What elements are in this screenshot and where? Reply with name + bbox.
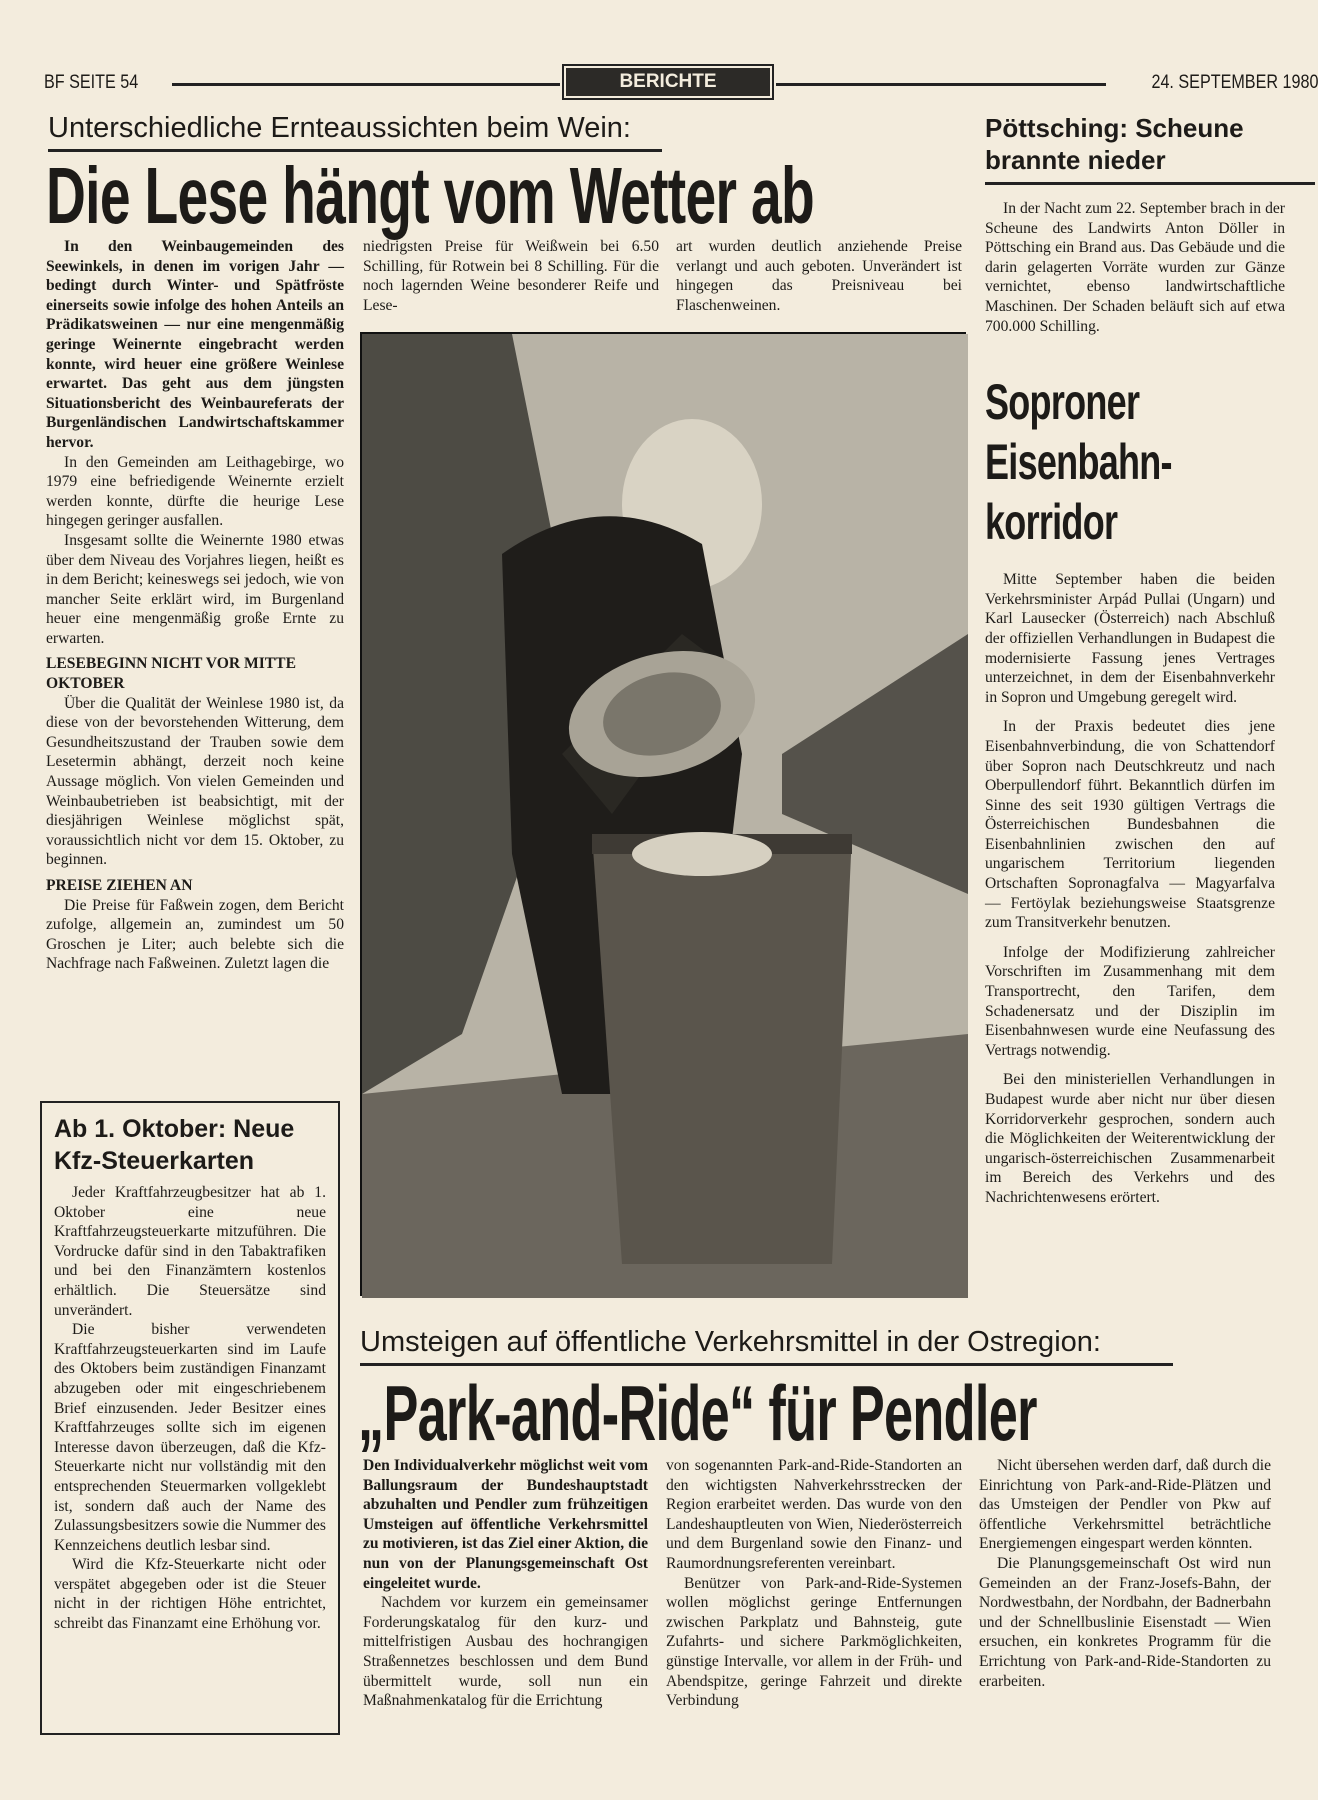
paragraph: Infolge der Modifizierung zahlreicher Vorschriften im Zusammenhang mit dem Transportrecht, den Tarifen, dem Schadenersatz und der Disziplin im Eisenbahnwesen wurde eine Neufassung des Vertrags notwendig.: [985, 943, 1275, 1059]
article-column-3: [979, 1456, 1271, 1691]
page-header: [44, 70, 1318, 98]
info-box: [40, 1101, 340, 1735]
article-lead: In den Weinbaugemeinden des Seewinkels, in denen im vorigen Jahr — bedingt durch Winter- und Spätfröste einerseits sowie infolge des hohen Anteils an Prädikatsweinen — nur eine mengenmäßig geringe Weinernte eingebracht werden konnte, wird heuer eine größere Weinlese erwartet. Das geht aus dem jüngsten Situationsbericht des Weinbaureferats der Burgenländischen Landwirtschaftskammer hervor.: [46, 238, 344, 451]
paragraph: niedrigsten Preise für Weißwein bei 6.50 Schilling, für Rotwein bei 8 Schilling. Für die noch lagernden Weine besonderer Reife und Lese-: [363, 238, 659, 314]
article-column-1: [46, 237, 344, 974]
article-headline: Die Lese hängt vom Wetter ab: [46, 151, 814, 240]
article-headline: „Park-and-Ride“ für Pendler: [358, 1369, 1037, 1457]
header-rule: [172, 83, 560, 86]
photo-illustration: [362, 334, 968, 1298]
paragraph: Insgesamt sollte die Weinernte 1980 etwas über dem Niveau des Vorjahres liegen, heißt es in dem Bericht; keineswegs sei jedoch, wie von mancher Seite erklärt wird, im Burgenland heuer eine mengenmäßig große Ernte zu erwarten.: [46, 531, 344, 647]
paragraph: Benützer von Park-and-Ride-Systemen wollen möglichst geringe Entfernungen zwischen Parkplatz und Bahnsteig, gute Zufahrts- und sichere Parkmöglichkeiten, günstige Intervalle, vor allem in der Früh- und Abendspitze, geringe Fahrzeit und direkte Verbindung: [666, 1574, 962, 1710]
paragraph: Über die Qualität der Weinlese 1980 ist, da diese von der bevorstehenden Witterung, dem Gesundheitszustand der Trauben sowie dem Lesetermin abhängt, derzeit noch keine Aussage möglich. Von vielen Gemeinden und Weinbaubetrieben ist beabsichtigt, mit der diesjährigen Weinlese möglichst spät, voraussichtlich nicht vor dem 15. Oktober, zu beginnen.: [46, 694, 344, 869]
paragraph: art wurden deutlich anziehende Preise verlangt und auch geboten. Unverändert ist hingegen das Preisniveau bei Flaschenweinen.: [676, 238, 962, 314]
article-column-3: [676, 237, 962, 315]
article-kicker: Unterschiedliche Ernteaussichten beim Wein:: [48, 112, 662, 152]
article-kicker: Umsteigen auf öffentliche Verkehrsmittel in der Ostregion:: [360, 1326, 1173, 1366]
section-label: BERICHTE: [562, 64, 774, 100]
article-column-1: [363, 1456, 648, 1711]
paragraph: Die Planungsgemeinschaft Ost wird nun Gemeinden an der Franz-Josefs-Bahn, der Nordwestbahn, der Nordbahn, der Badnerbahn und der Schnellbuslinie Eisenstadt — Wien ersuchen, ein konkretes Programm für die Errichtung von Park-and-Ride-Standorten zu erarbeiten.: [979, 1554, 1271, 1690]
vineyard-photo: [360, 332, 966, 1296]
paragraph: Nachdem vor kurzem ein gemeinsamer Forderungskatalog für den kurz- und mittelfristigen Ausbau des hochrangigen Straßennetzes beschlossen und dem Bund übermittelt wurde, soll nun ein Maßnahmenkatalog für die Errichtung: [363, 1594, 648, 1710]
subheading: PREISE ZIEHEN AN: [46, 877, 193, 894]
article-column-2: [666, 1456, 962, 1711]
paragraph: In den Gemeinden am Leithagebirge, wo 1979 eine befriedigende Weinernte erzielt werden konnte, dürfte die heurige Lese hingegen geringer ausfallen.: [46, 453, 344, 530]
paragraph: Bei den ministeriellen Verhandlungen in Budapest wurde aber nicht nur über diesen Korridorverkehr gesprochen, sondern auch die Möglichkeiten der Weiterentwicklung der ungarisch-österreichischen Zusammenarbeit im Bereich des Verkehrs und des Nachrichtenwesens erörtert.: [985, 1071, 1275, 1206]
sidebar-headline-2: Soproner Eisenbahn- korridor: [985, 374, 1172, 551]
subheading: LESEBEGINN NICHT VOR MITTE OKTOBER: [46, 655, 296, 693]
sidebar-headline: Pöttsching: Scheune brannte nieder: [985, 112, 1315, 185]
box-title: Ab 1. Oktober: Neue Kfz-Steuerkarten: [54, 1115, 295, 1175]
sidebar-column: [985, 112, 1288, 1302]
paragraph: Wird die Kfz-Steuerkarte nicht oder verspätet abgegeben oder ist die Steuer nicht in der richtigen Höhe entrichtet, schreibt das Finanzamt eine Erhöhung vor.: [54, 1556, 326, 1633]
issue-date: 24. SEPTEMBER 1980: [1151, 72, 1318, 93]
header-rule: [776, 83, 1106, 86]
article-lead: Den Individualverkehr möglichst weit vom Ballungsraum der Bundeshauptstadt abzuhalten und Pendler zum frühzeitigen Umsteigen auf öffentliche Verkehrsmittel zu motivieren, ist das Ziel einer Aktion, die nun von der Planungsgemeinschaft Ost eingeleitet wurde.: [363, 1457, 648, 1592]
paragraph: Die bisher verwendeten Kraftfahrzeugsteuerkarten sind im Laufe des Oktobers beim zuständigen Finanzamt abzugeben oder mit eingeschriebenem Brief einzusenden. Jeder Besitzer eines Kraftfahrzeuges sollte sich im eigenen Interesse davon überzeugen, daß die Kfz-Steuerkarte nicht nur vollständig mit den entsprechenden Steuermarken vollgeklebt ist, sondern daß auch der Name des Zulassungsbesitzers sowie die Nummer des Kennzeichens deutlich lesbar sind.: [54, 1321, 326, 1554]
paragraph: In der Nacht zum 22. September brach in der Scheune des Landwirts Anton Döller in Pöttsching ein Brand aus. Das Gebäude und die darin gelagerten Vorräte wurden zur Gänze vernichtet, ebenso landwirtschaftliche Maschinen. Der Schaden beläuft sich auf etwa 700.000 Schilling.: [985, 200, 1285, 335]
paragraph: Jeder Kraftfahrzeugbesitzer hat ab 1. Oktober eine neue Kraftfahrzeugsteuerkarte mitzuführen. Die Vordrucke dafür sind in den Tabaktrafiken und bei den Finanzämtern kostenlos erhältlich. Die Steuersätze sind unverändert.: [54, 1184, 326, 1319]
paragraph: In der Praxis bedeutet dies jene Eisenbahnverbindung, die von Schattendorf über Sopron nach Deutschkreutz und nach Oberpullendorf führt. Bekanntlich dürfen im Sinne des seit 1930 gültigen Vertrags die Österreichischen Bundesbahnen die Eisenbahnlinien zwischen den auf ungarischem Territorium liegenden Ortschaften Sopronagfalva — Magyarfalva — Fertöylak beziehungsweise Staatsgrenze zum Transitverkehr benutzen.: [985, 718, 1275, 932]
article-column-2: [363, 237, 659, 315]
paragraph: Mitte September haben die beiden Verkehrsminister Arpád Pullai (Ungarn) und Karl Lausecker (Österreich) nach Abschluß der offiziellen Verhandlungen in Budapest die modernisierte Fassung jenes Vertrages unterzeichnet, in dem der Eisenbahnverkehr in Sopron und Umgebung geregelt wird.: [985, 571, 1275, 706]
paragraph: Nicht übersehen werden darf, daß durch die Einrichtung von Park-and-Ride-Plätzen und das Umsteigen der Pendler von Pkw auf öffentliche Verkehrsmittel beträchtliche Energiemengen eingespart werden könnten.: [979, 1457, 1271, 1553]
paragraph: von sogenannten Park-and-Ride-Standorten an den wichtigsten Nahverkehrsstrecken der Region erarbeitet werden. Das wurde von den Landeshauptleuten von Wien, Niederösterreich und dem Burgenland sowie den Finanz- und Raumordnungsreferenten vereinbart.: [666, 1457, 962, 1572]
page-number: BF SEITE 54: [44, 72, 139, 93]
paragraph: Die Preise für Faßwein zogen, dem Bericht zufolge, allgemein an, zumindest um 50 Groschen je Liter; auch belebte sich die Nachfrage nach Faßweinen. Zuletzt lagen die: [46, 896, 344, 973]
